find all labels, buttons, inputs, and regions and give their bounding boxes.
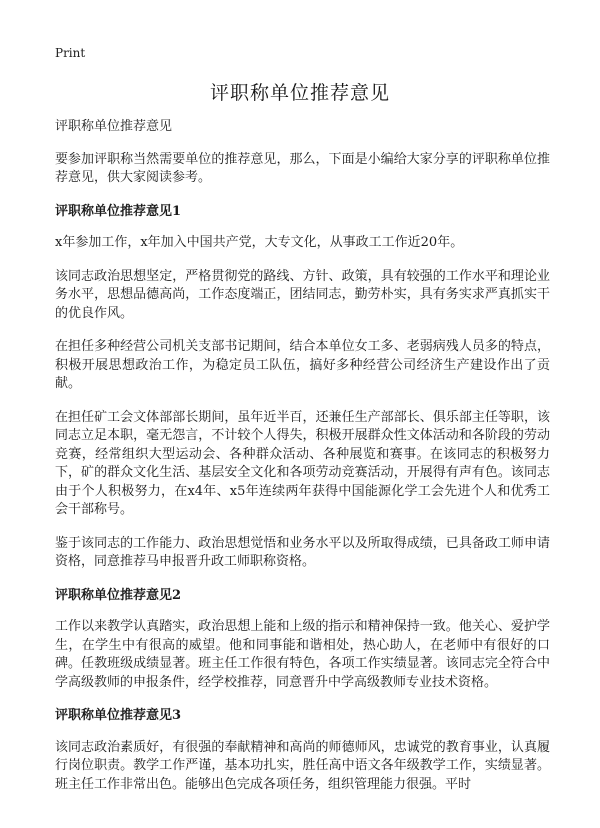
section-heading-3: 评职称单位推荐意见3 xyxy=(55,708,182,723)
section3-paragraph: 该同志政治素质好，有很强的奉献精神和高尚的师德师风，忠诚党的教育事业，认真履行岗位职责。教学工作严谨，基本功扎实，胜任高中语文各年级教学工作，实绩显著。班主任工作非常出色。能够出色完成各项任务，组织管理能力很强。平时 xyxy=(55,739,550,792)
page-title: 评职称单位推荐意见 xyxy=(209,82,390,104)
section1-paragraph: 鉴于该同志的工作能力、政治思想觉悟和业务水平以及所取得成绩，已具备政工师申请资格，同意推荐马申报晋升政工师职称资格。 xyxy=(55,535,550,569)
document-body xyxy=(55,118,550,809)
document-subtitle: 评职称单位推荐意见 xyxy=(55,119,173,134)
section1-paragraph: 在担任多种经营公司机关支部书记期间，结合本单位女工多、老弱病残人员多的特点，积极开展思想政治工作，为稳定员工队伍，搞好多种经营公司经济生产建设作出了贡献。 xyxy=(55,339,550,391)
section-heading-1: 评职称单位推荐意见1 xyxy=(55,203,182,219)
print-link[interactable]: Print xyxy=(55,46,86,60)
section1-paragraph: 在担任矿工会文体部部长期间，虽年近半百，还兼任生产部部长、俱乐部主任等职，该同志立足本职，毫无怨言，不计较个人得失，积极开展群众性文体活动和各阶段的劳动竞赛，经常组织大型运动会、各种群众活动、各种展览和赛事。在该同志的积极努力下，矿的群众文化生活、基层安全文化和各项劳动竞赛活动，开展得有声有色。该同志由于个人积极努力，在x4年、x5年连续两年获得中国能源化学工会先进个人和优秀工会干部称号。 xyxy=(55,409,550,517)
section-heading-2: 评职称单位推荐意见2 xyxy=(55,587,182,603)
intro-paragraph: 要参加评职称当然需要单位的推荐意见，那么，下面是小编给大家分享的评职称单位推荐意见，供大家阅读参考。 xyxy=(55,151,550,185)
section1-paragraph: 该同志政治思想坚定，严格贯彻党的路线、方针、政策，具有较强的工作水平和理论业务水平，思想品德高尚，工作态度端正，团结同志，勤劳朴实，具有务实求严真抓实干的优良作风。 xyxy=(55,268,550,321)
section2-paragraph: 工作以来教学认真踏实，政治思想上能和上级的指示和精神保持一致。他关心、爱护学生，在学生中有很高的威望。他和同事能和谐相处，热心助人，在老师中有很好的口碑。任教班级成绩显著。班主任工作很有特色，各项工作实绩显著。该同志完全符合中学高级教师的申报条件，经学校推荐，同意晋升中学高级教师专业技术资格。 xyxy=(55,619,550,690)
section1-paragraph: x年参加工作，x年加入中国共产党，大专文化，从事政工工作近20年。 xyxy=(55,235,464,250)
